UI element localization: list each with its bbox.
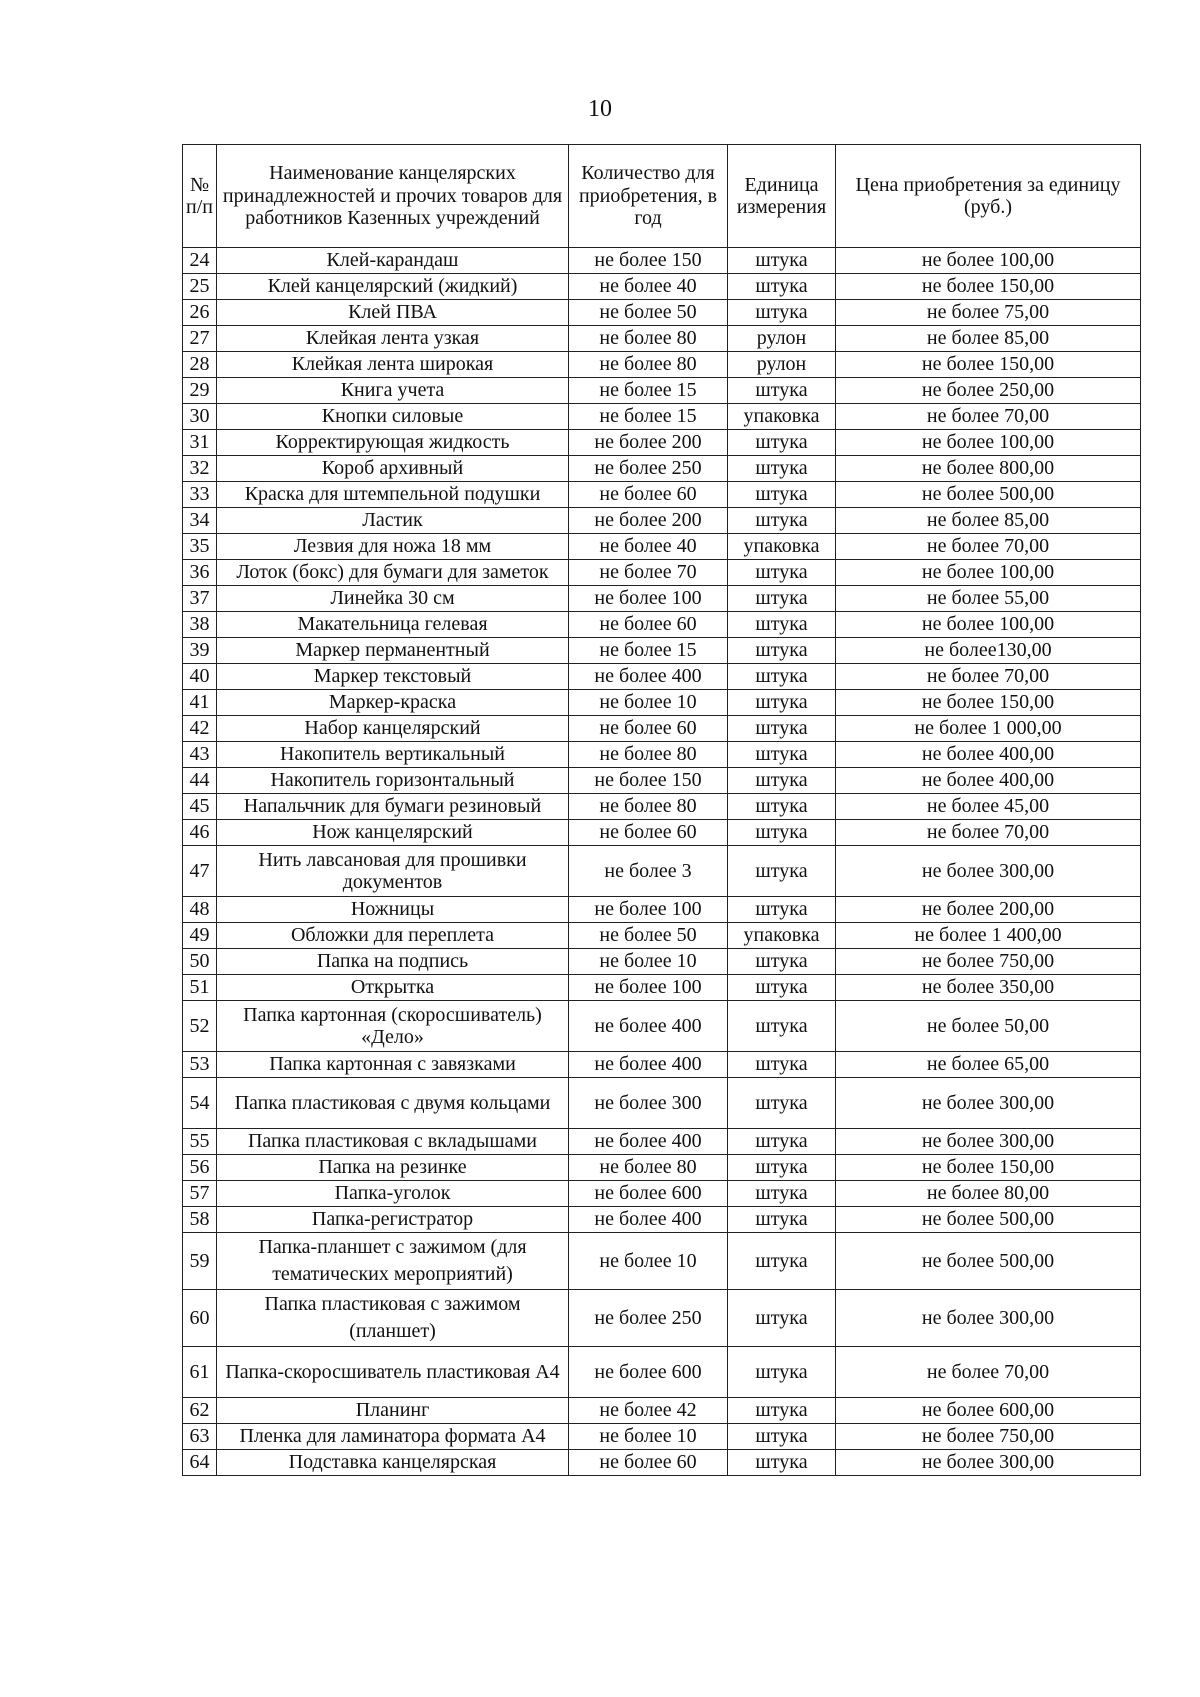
item-name: Ножницы xyxy=(217,897,569,923)
table-row xyxy=(183,1290,1141,1347)
unit: штука xyxy=(728,742,836,768)
quantity: не более 80 xyxy=(569,1155,728,1181)
quantity: не более 400 xyxy=(569,664,728,690)
price: не более 1 400,00 xyxy=(836,923,1141,949)
quantity: не более 150 xyxy=(569,248,728,274)
unit: штука xyxy=(728,1424,836,1450)
price: не более 70,00 xyxy=(836,404,1141,430)
unit: рулон xyxy=(728,326,836,352)
item-name: Пленка для ламинатора формата А4 xyxy=(217,1424,569,1450)
table-row xyxy=(183,586,1141,612)
price: не более130,00 xyxy=(836,638,1141,664)
unit: штука xyxy=(728,300,836,326)
item-name: Папка на резинке xyxy=(217,1155,569,1181)
quantity: не более 250 xyxy=(569,456,728,482)
supplies-table xyxy=(182,144,1141,1476)
item-name: Клейкая лента широкая xyxy=(217,352,569,378)
item-name: Папка пластиковая с зажимом (планшет) xyxy=(217,1290,569,1347)
price: не более 500,00 xyxy=(836,482,1141,508)
table-row xyxy=(183,1078,1141,1129)
item-name: Набор канцелярский xyxy=(217,716,569,742)
table-row xyxy=(183,300,1141,326)
item-name: Лоток (бокс) для бумаги для заметок xyxy=(217,560,569,586)
unit: штука xyxy=(728,456,836,482)
quantity: не более 10 xyxy=(569,690,728,716)
price: не более 55,00 xyxy=(836,586,1141,612)
row-number: 44 xyxy=(183,768,217,794)
row-number: 62 xyxy=(183,1398,217,1424)
price: не более 85,00 xyxy=(836,508,1141,534)
quantity: не более 200 xyxy=(569,430,728,456)
item-name: Накопитель горизонтальный xyxy=(217,768,569,794)
price: не более 150,00 xyxy=(836,352,1141,378)
table-row xyxy=(183,742,1141,768)
unit: штука xyxy=(728,1398,836,1424)
table-row xyxy=(183,482,1141,508)
unit: рулон xyxy=(728,352,836,378)
quantity: не более 400 xyxy=(569,1207,728,1233)
unit: штука xyxy=(728,430,836,456)
price: не более 350,00 xyxy=(836,975,1141,1001)
row-number: 27 xyxy=(183,326,217,352)
row-number: 54 xyxy=(183,1078,217,1129)
price: не более 70,00 xyxy=(836,664,1141,690)
quantity: не более 100 xyxy=(569,975,728,1001)
row-number: 51 xyxy=(183,975,217,1001)
price: не более 45,00 xyxy=(836,794,1141,820)
quantity: не более 15 xyxy=(569,638,728,664)
table-row xyxy=(183,716,1141,742)
item-name: Лезвия для ножа 18 мм xyxy=(217,534,569,560)
item-name: Папка-скоросшиватель пластиковая А4 xyxy=(217,1347,569,1398)
unit: штука xyxy=(728,820,836,846)
row-number: 34 xyxy=(183,508,217,534)
unit: упаковка xyxy=(728,534,836,560)
table-row xyxy=(183,1207,1141,1233)
row-number: 59 xyxy=(183,1233,217,1290)
table-row xyxy=(183,1450,1141,1476)
unit: штука xyxy=(728,1001,836,1052)
unit: штука xyxy=(728,638,836,664)
header-unit: Единица измерения xyxy=(728,145,836,248)
quantity: не более 80 xyxy=(569,352,728,378)
price: не более 300,00 xyxy=(836,846,1141,897)
quantity: не более 40 xyxy=(569,534,728,560)
item-name: Напальчник для бумаги резиновый xyxy=(217,794,569,820)
table-row xyxy=(183,248,1141,274)
quantity: не более 3 xyxy=(569,846,728,897)
table-row xyxy=(183,612,1141,638)
row-number: 63 xyxy=(183,1424,217,1450)
table-row xyxy=(183,1155,1141,1181)
price: не более 500,00 xyxy=(836,1233,1141,1290)
quantity: не более 10 xyxy=(569,1424,728,1450)
price: не более 70,00 xyxy=(836,534,1141,560)
item-name: Папка пластиковая с вкладышами xyxy=(217,1129,569,1155)
unit: штука xyxy=(728,560,836,586)
price: не более 300,00 xyxy=(836,1450,1141,1476)
item-name: Маркер текстовый xyxy=(217,664,569,690)
table-row xyxy=(183,768,1141,794)
row-number: 41 xyxy=(183,690,217,716)
quantity: не более 60 xyxy=(569,1450,728,1476)
item-name: Макательница гелевая xyxy=(217,612,569,638)
row-number: 24 xyxy=(183,248,217,274)
price: не более 750,00 xyxy=(836,1424,1141,1450)
quantity: не более 80 xyxy=(569,794,728,820)
header-item-name: Наименование канцелярских принадлежностей и прочих товаров для работников Казенных учреждений xyxy=(217,145,569,248)
row-number: 48 xyxy=(183,897,217,923)
unit: штука xyxy=(728,1078,836,1129)
row-number: 58 xyxy=(183,1207,217,1233)
price: не более 100,00 xyxy=(836,248,1141,274)
item-name: Корректирующая жидкость xyxy=(217,430,569,456)
item-name: Папка картонная с завязками xyxy=(217,1052,569,1078)
quantity: не более 10 xyxy=(569,949,728,975)
unit: штука xyxy=(728,1450,836,1476)
price: не более 150,00 xyxy=(836,690,1141,716)
quantity: не более 10 xyxy=(569,1233,728,1290)
unit: штука xyxy=(728,897,836,923)
price: не более 400,00 xyxy=(836,768,1141,794)
quantity: не более 400 xyxy=(569,1052,728,1078)
item-name: Папка-уголок xyxy=(217,1181,569,1207)
table-row xyxy=(183,378,1141,404)
page-number: 10 xyxy=(588,96,612,122)
price: не более 100,00 xyxy=(836,612,1141,638)
quantity: не более 50 xyxy=(569,300,728,326)
table-row xyxy=(183,326,1141,352)
table-row xyxy=(183,1424,1141,1450)
unit: штука xyxy=(728,690,836,716)
unit: штука xyxy=(728,274,836,300)
table-row xyxy=(183,664,1141,690)
item-name: Папка-регистратор xyxy=(217,1207,569,1233)
quantity: не более 100 xyxy=(569,586,728,612)
item-name: Ластик xyxy=(217,508,569,534)
table-row xyxy=(183,274,1141,300)
row-number: 47 xyxy=(183,846,217,897)
price: не более 100,00 xyxy=(836,430,1141,456)
unit: штука xyxy=(728,664,836,690)
price: не более 80,00 xyxy=(836,1181,1141,1207)
unit: штука xyxy=(728,949,836,975)
unit: штука xyxy=(728,378,836,404)
table-row xyxy=(183,975,1141,1001)
price: не более 1 000,00 xyxy=(836,716,1141,742)
unit: штука xyxy=(728,586,836,612)
item-name: Нож канцелярский xyxy=(217,820,569,846)
unit: штука xyxy=(728,612,836,638)
price: не более 85,00 xyxy=(836,326,1141,352)
unit: штука xyxy=(728,1233,836,1290)
row-number: 52 xyxy=(183,1001,217,1052)
quantity: не более 50 xyxy=(569,923,728,949)
item-name: Клейкая лента узкая xyxy=(217,326,569,352)
table-row xyxy=(183,1001,1141,1052)
quantity: не более 400 xyxy=(569,1001,728,1052)
row-number: 43 xyxy=(183,742,217,768)
row-number: 45 xyxy=(183,794,217,820)
item-name: Накопитель вертикальный xyxy=(217,742,569,768)
row-number: 46 xyxy=(183,820,217,846)
price: не более 500,00 xyxy=(836,1207,1141,1233)
table-row xyxy=(183,1052,1141,1078)
unit: штука xyxy=(728,1181,836,1207)
price: не более 800,00 xyxy=(836,456,1141,482)
table-row xyxy=(183,508,1141,534)
item-name: Кнопки силовые xyxy=(217,404,569,430)
price: не более 65,00 xyxy=(836,1052,1141,1078)
header-quantity: Количество для приобретения, в год xyxy=(569,145,728,248)
row-number: 38 xyxy=(183,612,217,638)
row-number: 32 xyxy=(183,456,217,482)
row-number: 28 xyxy=(183,352,217,378)
item-name: Клей-карандаш xyxy=(217,248,569,274)
table-row xyxy=(183,430,1141,456)
price: не более 75,00 xyxy=(836,300,1141,326)
unit: штука xyxy=(728,1052,836,1078)
item-name: Книга учета xyxy=(217,378,569,404)
table-row xyxy=(183,794,1141,820)
quantity: не более 300 xyxy=(569,1078,728,1129)
unit: штука xyxy=(728,1155,836,1181)
row-number: 35 xyxy=(183,534,217,560)
table-row xyxy=(183,1129,1141,1155)
row-number: 26 xyxy=(183,300,217,326)
unit: штука xyxy=(728,1129,836,1155)
row-number: 50 xyxy=(183,949,217,975)
table-row xyxy=(183,560,1141,586)
unit: штука xyxy=(728,975,836,1001)
item-name: Нить лавсановая для прошивки документов xyxy=(217,846,569,897)
row-number: 61 xyxy=(183,1347,217,1398)
row-number: 25 xyxy=(183,274,217,300)
quantity: не более 60 xyxy=(569,716,728,742)
quantity: не более 400 xyxy=(569,1129,728,1155)
quantity: не более 15 xyxy=(569,378,728,404)
unit: упаковка xyxy=(728,404,836,430)
row-number: 30 xyxy=(183,404,217,430)
item-name: Обложки для переплета xyxy=(217,923,569,949)
table-row xyxy=(183,690,1141,716)
price: не более 300,00 xyxy=(836,1078,1141,1129)
item-name: Папка-планшет с зажимом (для тематических мероприятий) xyxy=(217,1233,569,1290)
row-number: 37 xyxy=(183,586,217,612)
item-name: Клей ПВА xyxy=(217,300,569,326)
row-number: 57 xyxy=(183,1181,217,1207)
table-row xyxy=(183,638,1141,664)
table-row xyxy=(183,1398,1141,1424)
unit: штука xyxy=(728,482,836,508)
quantity: не более 80 xyxy=(569,326,728,352)
row-number: 36 xyxy=(183,560,217,586)
table-row xyxy=(183,352,1141,378)
unit: штука xyxy=(728,1207,836,1233)
table-row xyxy=(183,1181,1141,1207)
unit: штука xyxy=(728,716,836,742)
quantity: не более 42 xyxy=(569,1398,728,1424)
row-number: 29 xyxy=(183,378,217,404)
table-row xyxy=(183,1347,1141,1398)
table-row xyxy=(183,897,1141,923)
price: не более 750,00 xyxy=(836,949,1141,975)
item-name: Маркер-краска xyxy=(217,690,569,716)
row-number: 55 xyxy=(183,1129,217,1155)
quantity: не более 70 xyxy=(569,560,728,586)
item-name: Линейка 30 см xyxy=(217,586,569,612)
row-number: 64 xyxy=(183,1450,217,1476)
unit: штука xyxy=(728,1290,836,1347)
item-name: Папка пластиковая с двумя кольцами xyxy=(217,1078,569,1129)
table-row xyxy=(183,846,1141,897)
quantity: не более 600 xyxy=(569,1347,728,1398)
price: не более 400,00 xyxy=(836,742,1141,768)
quantity: не более 250 xyxy=(569,1290,728,1347)
item-name: Открытка xyxy=(217,975,569,1001)
price: не более 50,00 xyxy=(836,1001,1141,1052)
quantity: не более 100 xyxy=(569,897,728,923)
item-name: Подставка канцелярская xyxy=(217,1450,569,1476)
quantity: не более 80 xyxy=(569,742,728,768)
price: не более 150,00 xyxy=(836,274,1141,300)
quantity: не более 60 xyxy=(569,820,728,846)
quantity: не более 600 xyxy=(569,1181,728,1207)
item-name: Планинг xyxy=(217,1398,569,1424)
table-row xyxy=(183,923,1141,949)
table-body xyxy=(183,248,1141,1476)
unit: упаковка xyxy=(728,923,836,949)
row-number: 31 xyxy=(183,430,217,456)
price: не более 200,00 xyxy=(836,897,1141,923)
quantity: не более 40 xyxy=(569,274,728,300)
header-number: № п/п xyxy=(183,145,217,248)
item-name: Маркер перманентный xyxy=(217,638,569,664)
row-number: 39 xyxy=(183,638,217,664)
table-row xyxy=(183,949,1141,975)
table-row xyxy=(183,534,1141,560)
price: не более 100,00 xyxy=(836,560,1141,586)
price: не более 70,00 xyxy=(836,820,1141,846)
price: не более 300,00 xyxy=(836,1290,1141,1347)
row-number: 33 xyxy=(183,482,217,508)
row-number: 49 xyxy=(183,923,217,949)
price: не более 250,00 xyxy=(836,378,1141,404)
price: не более 300,00 xyxy=(836,1129,1141,1155)
quantity: не более 60 xyxy=(569,482,728,508)
price: не более 150,00 xyxy=(836,1155,1141,1181)
row-number: 56 xyxy=(183,1155,217,1181)
unit: штука xyxy=(728,768,836,794)
quantity: не более 200 xyxy=(569,508,728,534)
table-row xyxy=(183,456,1141,482)
item-name: Короб архивный xyxy=(217,456,569,482)
row-number: 40 xyxy=(183,664,217,690)
header-price: Цена приобретения за единицу (руб.) xyxy=(836,145,1141,248)
table-row xyxy=(183,820,1141,846)
quantity: не более 15 xyxy=(569,404,728,430)
price: не более 600,00 xyxy=(836,1398,1141,1424)
row-number: 42 xyxy=(183,716,217,742)
unit: штука xyxy=(728,1347,836,1398)
unit: штука xyxy=(728,794,836,820)
price: не более 70,00 xyxy=(836,1347,1141,1398)
table-row xyxy=(183,1233,1141,1290)
item-name: Папка на подпись xyxy=(217,949,569,975)
unit: штука xyxy=(728,508,836,534)
unit: штука xyxy=(728,846,836,897)
unit: штука xyxy=(728,248,836,274)
item-name: Папка картонная (скоросшиватель) «Дело» xyxy=(217,1001,569,1052)
row-number: 53 xyxy=(183,1052,217,1078)
item-name: Клей канцелярский (жидкий) xyxy=(217,274,569,300)
quantity: не более 60 xyxy=(569,612,728,638)
table-row xyxy=(183,404,1141,430)
row-number: 60 xyxy=(183,1290,217,1347)
item-name: Краска для штемпельной подушки xyxy=(217,482,569,508)
quantity: не более 150 xyxy=(569,768,728,794)
table-header-row xyxy=(183,145,1141,248)
